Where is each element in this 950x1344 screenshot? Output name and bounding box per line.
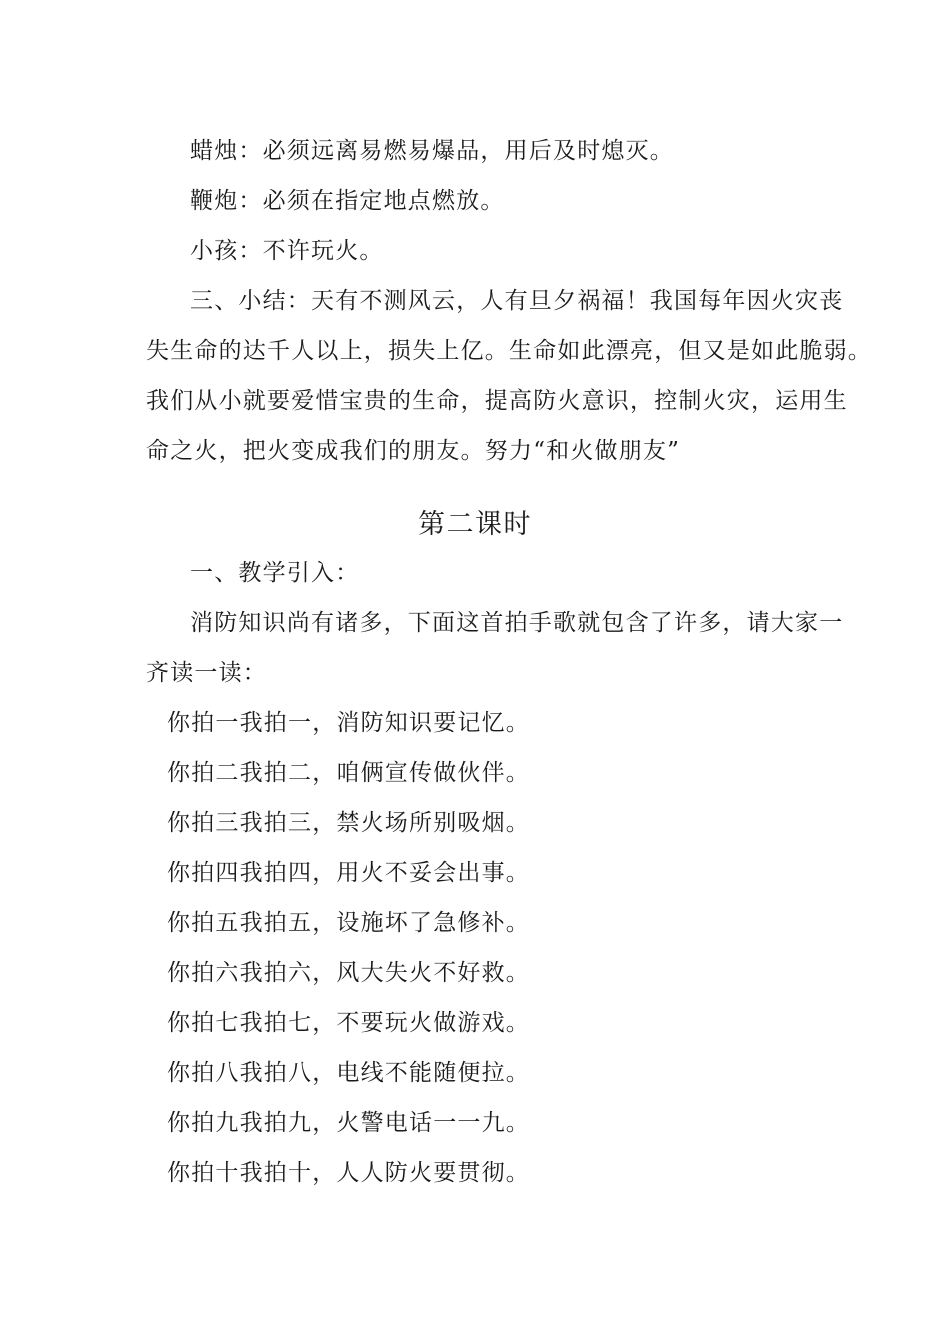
- chant-line-6: 你拍六我拍六，风大失火不好救。: [167, 960, 530, 986]
- chant-line-10: 你拍十我拍十，人人防火要贯彻。: [167, 1160, 530, 1186]
- chant-line-1: 你拍一我拍一，消防知识要记忆。: [167, 710, 530, 736]
- lesson-title: 第二课时: [418, 509, 532, 540]
- intro-text-line-1: 消防知识尚有诸多，下面这首拍手歌就包含了许多，请大家一: [190, 610, 844, 636]
- rule-firecracker: 鞭炮：必须在指定地点燃放。: [190, 188, 505, 214]
- summary-line-3: 我们从小就要爱惜宝贵的生命，提高防火意识，控制火灾，运用生: [146, 388, 848, 414]
- summary-line-4: 命之火，把火变成我们的朋友。努力“和火做朋友”: [146, 438, 681, 464]
- chant-line-8: 你拍八我拍八，电线不能随便拉。: [167, 1060, 530, 1086]
- intro-heading: 一、教学引入：: [190, 560, 360, 586]
- chant-line-5: 你拍五我拍五，设施坏了急修补。: [167, 910, 530, 936]
- chant-line-9: 你拍九我拍九，火警电话一一九。: [167, 1110, 530, 1136]
- chant-line-2: 你拍二我拍二，咱俩宣传做伙伴。: [167, 760, 530, 786]
- intro-text-line-2: 齐读一读：: [146, 660, 267, 686]
- chant-line-4: 你拍四我拍四，用火不妥会出事。: [167, 860, 530, 886]
- rule-candle: 蜡烛：必须远离易燃易爆品，用后及时熄灭。: [190, 138, 674, 164]
- rule-children: 小孩：不许玩火。: [190, 238, 384, 264]
- summary-line-2: 失生命的达千人以上，损失上亿。生命如此漂亮，但又是如此脆弱。: [146, 338, 872, 364]
- summary-line-1: 三、小结：天有不测风云，人有旦夕祸福！我国每年因火灾丧: [190, 288, 844, 314]
- chant-line-3: 你拍三我拍三，禁火场所别吸烟。: [167, 810, 530, 836]
- chant-line-7: 你拍七我拍七，不要玩火做游戏。: [167, 1010, 530, 1036]
